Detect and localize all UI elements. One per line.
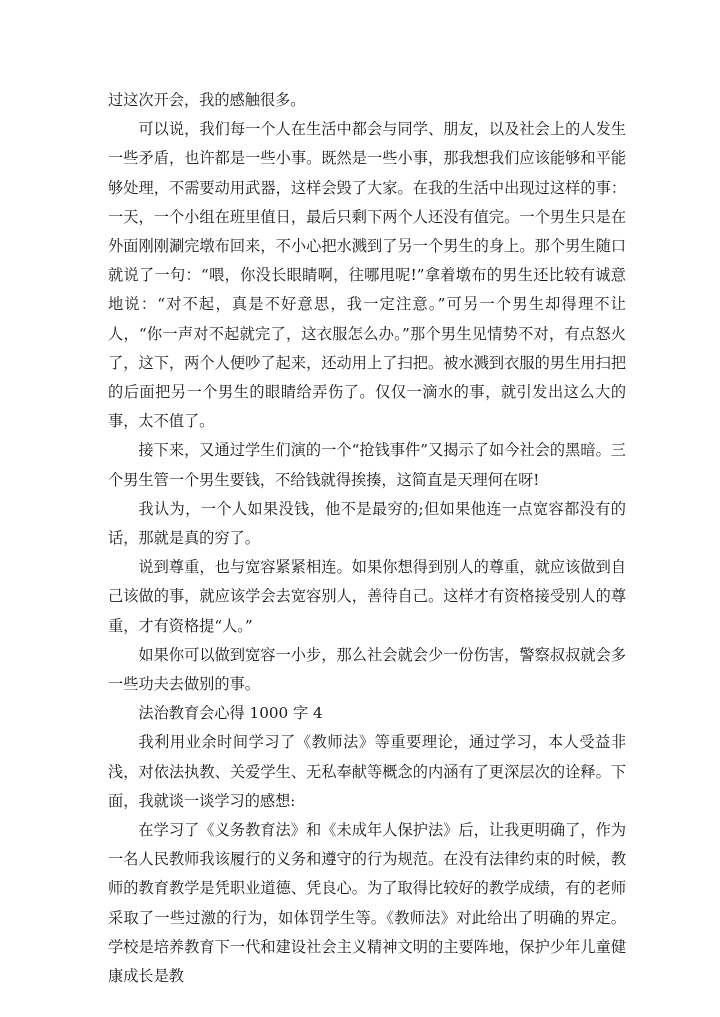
- paragraph-8: 在学习了《义务教育法》和《未成年人保护法》后，让我更明确了，作为一名人民教师我该履行的义务和遵守的行为规范。在没有法律约束的时候，教师的教育教学是凭职业道德、凭良心。为了取得比较好的教学成绩，有的老师采取了一些过激的行为，如体罚学生等。《教师法》对此给出了明确的界定。学校是培养教育下一代和建设社会主义精神文明的主要阵地，保护少年儿童健康成长是教: [108, 821, 626, 986]
- section-heading: 法治教育会心得 1000 字 4: [138, 704, 323, 723]
- document-page: [108, 86, 626, 991]
- paragraph-4: 我认为，一个人如果没钱，他不是最穷的;但如果他连一点宽容都没有的话，那就是真的穷了。: [108, 499, 626, 548]
- paragraph-6: 如果你可以做到宽容一小步，那么社会就会少一份伤害，警察叔叔就会多一些功夫去做别的事。: [108, 645, 626, 694]
- paragraph-1: 过这次开会，我的感触很多。: [108, 91, 306, 109]
- paragraph-3: 接下来，又通过学生们演的一个“抢钱事件”又揭示了如今社会的黑暗。三个男生管一个男生要钱，不给钱就得挨揍，这简直是天理何在呀!: [108, 441, 626, 489]
- paragraph-7: 我利用业余时间学习了《教师法》等重要理论，通过学习，本人受益非浅，对依法执教、关爱学生、无私奉献等概念的内涵有了更深层次的诠释。下面，我就谈一谈学习的感想:: [108, 733, 626, 810]
- paragraph-5: 说到尊重，也与宽容紧紧相连。如果你想得到别人的尊重，就应该做到自己该做的事，就应该学会去宽容别人，善待自己。这样才有资格接受别人的尊重，才有资格提“人。”: [108, 558, 626, 635]
- paragraph-2: 可以说，我们每一个人在生活中都会与同学、朋友，以及社会上的人发生一些矛盾，也许都是一些小事。既然是一些小事，那我想我们应该能够和平能够处理，不需要动用武器，这样会毁了大家。在我的生活中出现过这样的事：一天，一个小组在班里值日，最后只剩下两个人还没有值完。一个男生只是在外面刚刚涮完墩布回来，不小心把水溅到了另一个男生的身上。那个男生随口就说了一句：“喂，你没长眼睛啊，往哪甩呢!”拿着墩布的男生还比较有诚意地说：“对不起，真是不好意思，我一定注意。”可另一个男生却得理不让人，“你一声对不起就完了，这衣服怎么办。”那个男生见情势不对，有点怒火了，这下，两个人便吵了起来，还动用上了扫把。被水溅到衣服的男生用扫把的后面把另一个男生的眼睛给弄伤了。仅仅一滴水的事，就引发出这么大的事，太不值了。: [108, 120, 626, 431]
